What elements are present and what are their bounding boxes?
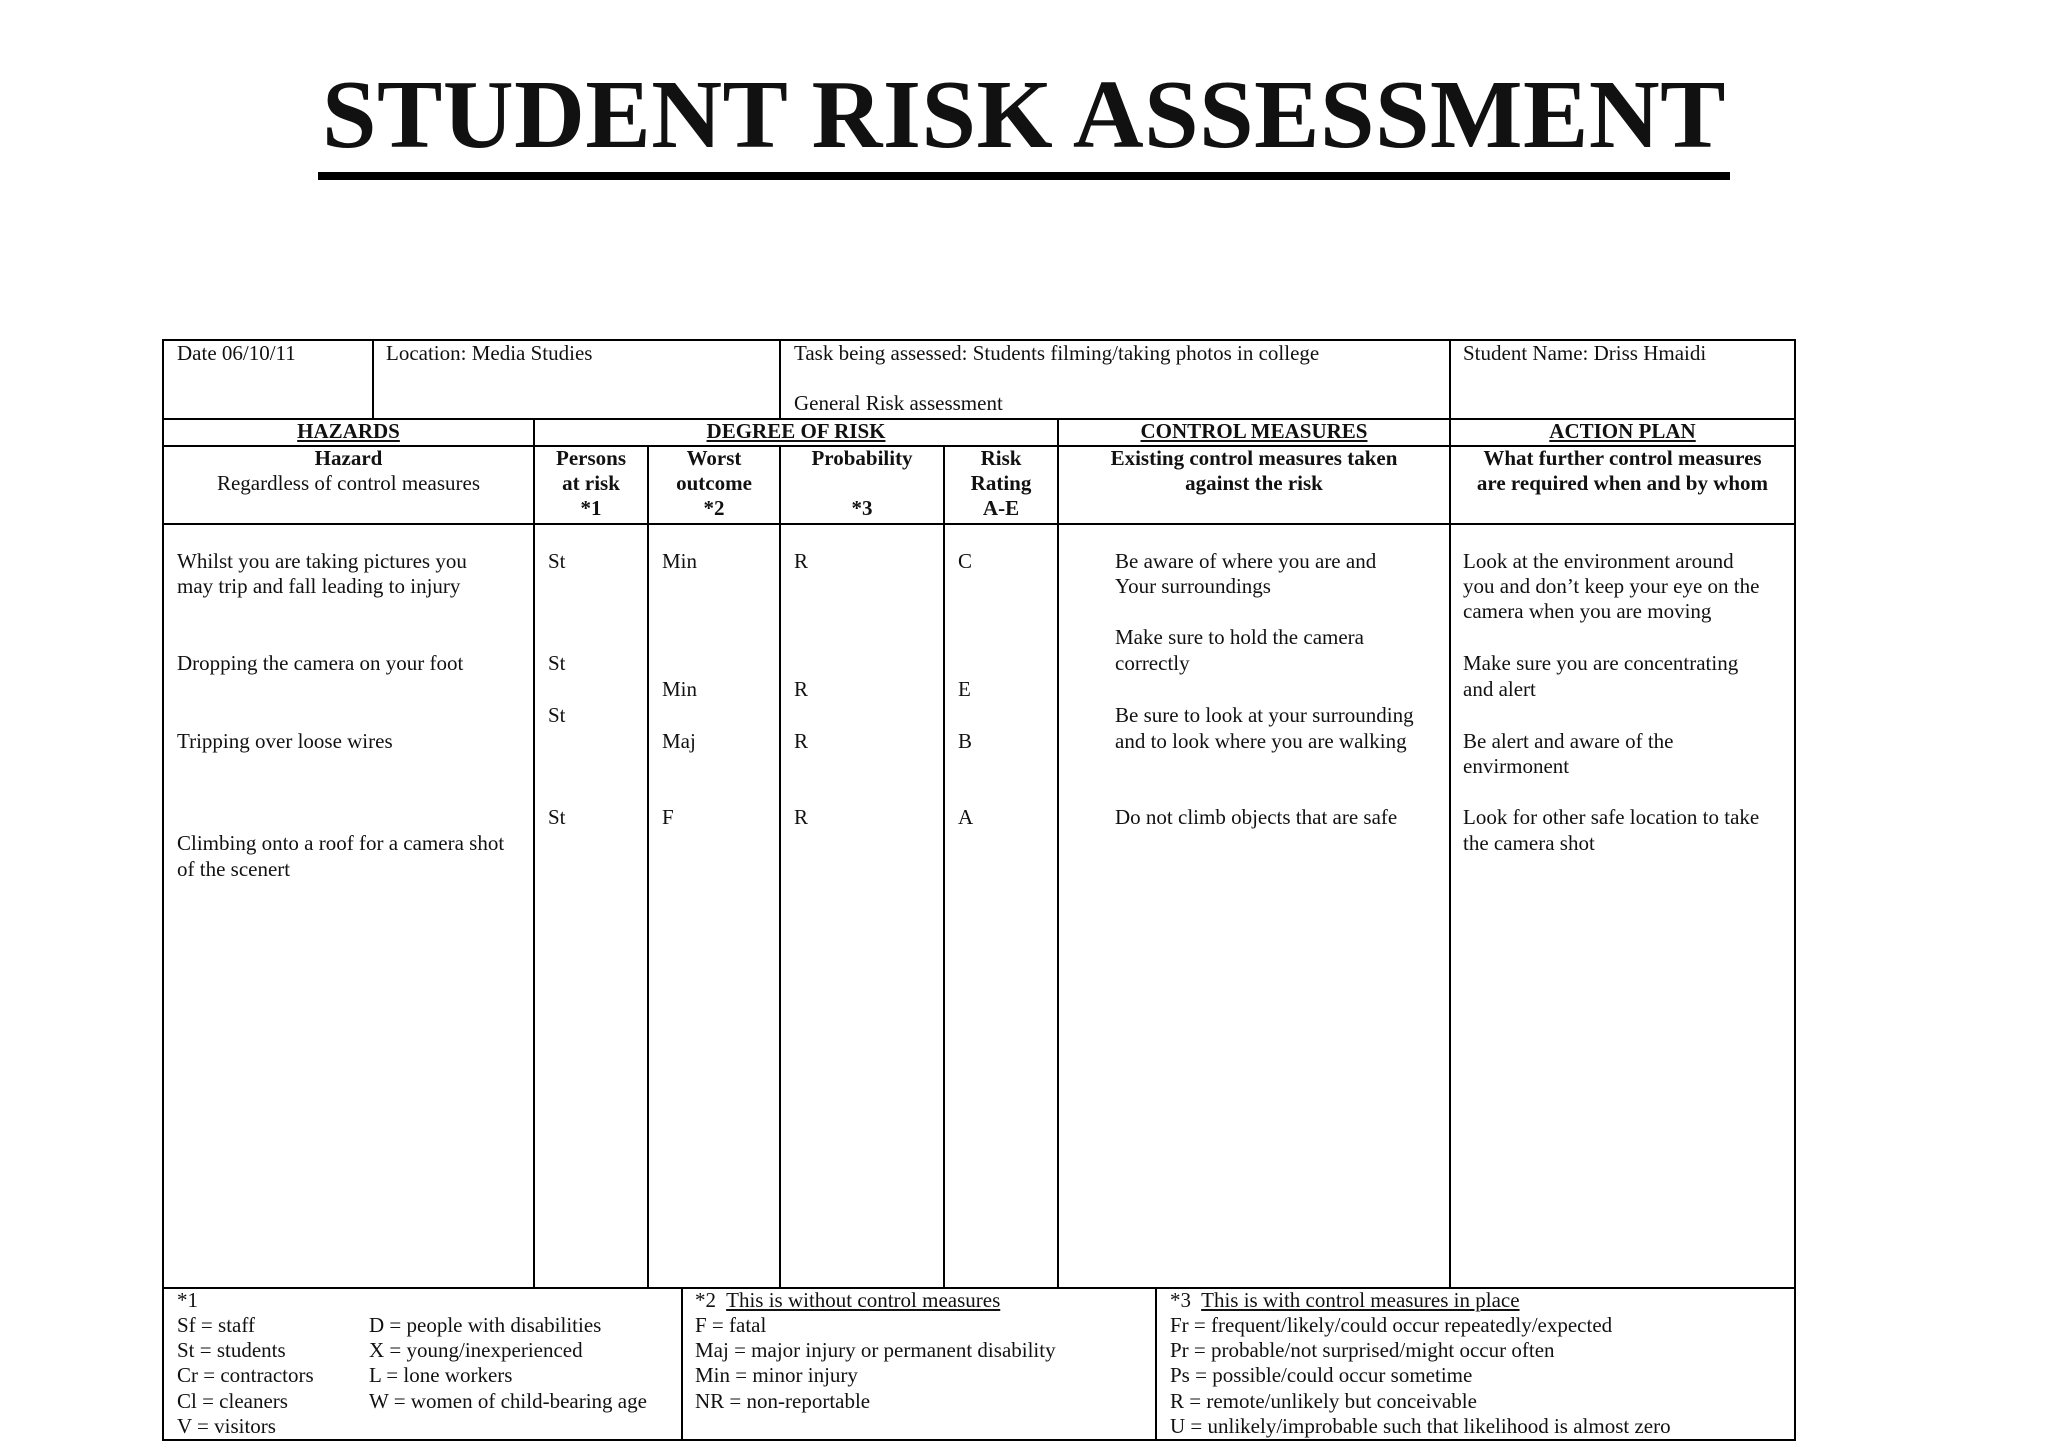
header-hazard-sub: Regardless of control measures <box>216 471 480 495</box>
header-hazard: Hazard <box>314 446 383 470</box>
hazard-text: Tripping over loose wires <box>177 729 393 753</box>
assessment-date: Date 06/10/11 <box>177 341 296 365</box>
legend-outcome-item: F = fatal <box>695 1313 767 1337</box>
header-further-controls: are required when and by whom <box>1476 471 1769 495</box>
legend-persons-item: Cl = cleaners <box>177 1389 288 1413</box>
hazard-text: Whilst you are taking pictures you <box>177 549 467 573</box>
info-divider-2 <box>779 339 781 419</box>
control-measure: Make sure to hold the camera <box>1115 625 1364 649</box>
legend-outcome-title <box>695 1288 1000 1313</box>
risk-rating: C <box>958 549 973 573</box>
control-measure: correctly <box>1115 651 1190 675</box>
legend-persons-item: W = women of child-bearing age <box>369 1389 647 1413</box>
header-existing-controls: against the risk <box>1185 471 1323 495</box>
assessment-location: Location: Media Studies <box>386 341 593 365</box>
legend-outcome-item: NR = non-reportable <box>695 1389 871 1413</box>
legend-persons-item: Sf = staff <box>177 1313 255 1337</box>
section-control-measures: CONTROL MEASURES <box>1140 419 1368 443</box>
table-border-right <box>1794 339 1796 1441</box>
worst-outcome: F <box>662 805 674 829</box>
worst-outcome: Maj <box>662 729 696 753</box>
header-worst-outcome: outcome <box>676 471 752 495</box>
action-plan-item: Be alert and aware of the <box>1463 729 1674 753</box>
col-divider-worst <box>647 445 649 1288</box>
header-existing-controls: Existing control measures taken <box>1110 446 1398 470</box>
legend-outcome-prefix: *2 <box>695 1288 716 1312</box>
control-measure: and to look where you are walking <box>1115 729 1407 753</box>
control-measure: Your surroundings <box>1115 574 1271 598</box>
action-plan-item: Look for other safe location to take <box>1463 805 1760 829</box>
info-divider-3 <box>1449 339 1451 419</box>
header-persons: *1 <box>580 496 602 520</box>
col-divider-persons <box>533 445 535 1288</box>
risk-rating: A <box>958 805 974 829</box>
header-risk-rating: A-E <box>982 496 1020 520</box>
probability: R <box>794 729 809 753</box>
action-plan-item: Make sure you are concentrating <box>1463 651 1739 675</box>
worst-outcome: Min <box>662 549 698 573</box>
section-hazards: HAZARDS <box>297 419 400 443</box>
probability: R <box>794 549 809 573</box>
hazard-text: of the scenert <box>177 857 291 881</box>
legend-divider-1 <box>681 1287 683 1441</box>
control-measure: Be sure to look at your surrounding <box>1115 703 1414 727</box>
header-probability: *3 <box>851 496 873 520</box>
legend-persons-item: X = young/inexperienced <box>369 1338 583 1362</box>
info-divider-1 <box>372 339 374 419</box>
hazard-text: may trip and fall leading to injury <box>177 574 461 598</box>
legend-persons-item: D = people with disabilities <box>369 1313 602 1337</box>
action-plan-item: the camera shot <box>1463 831 1595 855</box>
header-probability: Probability <box>811 446 913 470</box>
legend-probability-title <box>1170 1288 1520 1313</box>
legend-probability-item: U = unlikely/improbable such that likelihood is almost zero <box>1170 1414 1671 1438</box>
persons-at-risk: St <box>548 549 566 573</box>
header-persons: Persons <box>556 446 626 470</box>
persons-at-risk: St <box>548 805 566 829</box>
legend-divider-2 <box>1155 1287 1157 1441</box>
header-worst-outcome: *2 <box>703 496 725 520</box>
legend-probability-prefix: *3 <box>1170 1288 1191 1312</box>
page-title: STUDENT RISK ASSESSMENT <box>0 60 2048 180</box>
action-plan-item: Look at the environment around <box>1463 549 1734 573</box>
action-plan-item: you and don’t keep your eye on the <box>1463 574 1760 598</box>
header-risk-rating: Rating <box>970 471 1032 495</box>
col-divider-probability <box>779 445 781 1288</box>
task-assessed: Task being assessed: Students filming/taking photos in college <box>794 341 1320 365</box>
probability: R <box>794 677 809 701</box>
section-degree-of-risk: DEGREE OF RISK <box>706 419 886 443</box>
section-action-plan: ACTION PLAN <box>1549 419 1696 443</box>
legend-probability-item: Ps = possible/could occur sometime <box>1170 1363 1473 1387</box>
header-risk-rating: Risk <box>980 446 1022 470</box>
legend-probability-item: R = remote/unlikely but conceivable <box>1170 1389 1477 1413</box>
legend-probability-heading: This is with control measures in place <box>1201 1288 1520 1312</box>
legend-persons-item: V = visitors <box>177 1414 276 1438</box>
control-measure: Be aware of where you are and <box>1115 549 1377 573</box>
hazard-text: Dropping the camera on your foot <box>177 651 464 675</box>
col-divider-control <box>1057 445 1059 1288</box>
header-row-divider <box>162 523 1796 525</box>
probability: R <box>794 805 809 829</box>
legend-outcome-item: Min = minor injury <box>695 1363 858 1387</box>
col-divider-action <box>1449 445 1451 1288</box>
action-plan-item: camera when you are moving <box>1463 599 1712 623</box>
risk-rating: B <box>958 729 973 753</box>
header-persons: at risk <box>562 471 620 495</box>
col-divider-rating <box>943 445 945 1288</box>
header-further-controls: What further control measures <box>1483 446 1762 470</box>
hazard-text: Climbing onto a roof for a camera shot <box>177 831 505 855</box>
table-border-left <box>162 339 164 1441</box>
legend-outcome-heading: This is without control measures <box>726 1288 1001 1312</box>
header-worst-outcome: Worst <box>686 446 742 470</box>
student-name: Student Name: Driss Hmaidi <box>1463 341 1707 365</box>
legend-probability-item: Fr = frequent/likely/could occur repeatedly/expected <box>1170 1313 1613 1337</box>
legend-outcome-item: Maj = major injury or permanent disability <box>695 1338 1056 1362</box>
control-measure: Do not climb objects that are safe <box>1115 805 1398 829</box>
action-plan-item: envirmonent <box>1463 754 1570 778</box>
table-border-bottom <box>162 1439 1796 1441</box>
legend-persons-item: St = students <box>177 1338 286 1362</box>
legend-persons-title: *1 <box>177 1288 198 1312</box>
legend-persons-item: L = lone workers <box>369 1363 513 1387</box>
general-risk-assessment: General Risk assessment <box>794 391 1003 415</box>
persons-at-risk: St <box>548 651 566 675</box>
persons-at-risk: St <box>548 703 566 727</box>
legend-probability-item: Pr = probable/not surprised/might occur often <box>1170 1338 1555 1362</box>
action-plan-item: and alert <box>1463 677 1536 701</box>
risk-rating: E <box>958 677 971 701</box>
worst-outcome: Min <box>662 677 698 701</box>
legend-persons-item: Cr = contractors <box>177 1363 314 1387</box>
